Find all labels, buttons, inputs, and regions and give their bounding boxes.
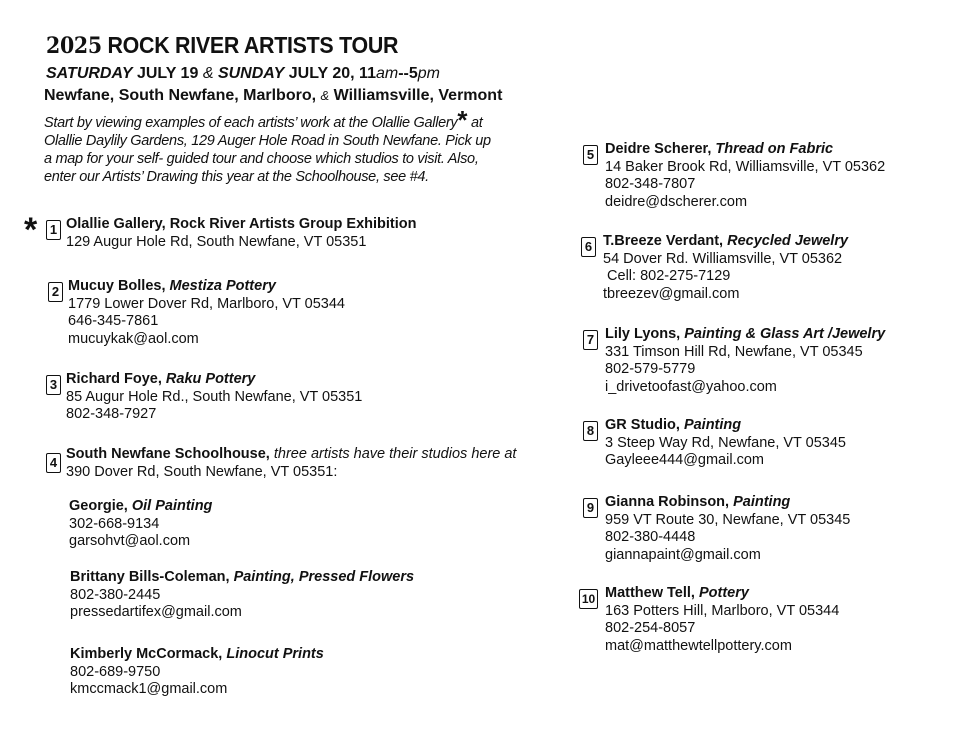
- stop-name: Deidre Scherer,: [605, 141, 716, 157]
- stop-phone: 646-345-7861: [68, 313, 159, 329]
- stop-number-badge: 2: [48, 282, 63, 302]
- intro-line-4: enter our Artists’ Drawing this year at the Schoolhouse, see #4.: [44, 169, 429, 185]
- intro-line-2: Olallie Daylily Gardens, 129 Auger Hole Road in South Newfane. Pick up: [44, 133, 491, 149]
- stop-email: mucuykak@aol.com: [68, 330, 199, 347]
- towns-middle: , South Newfane, Marlboro,: [109, 87, 321, 104]
- stop-name: Olallie Gallery, Rock River Artists Group Exhibition: [66, 216, 417, 232]
- stop-email: mat@matthewtellpottery.com: [605, 637, 792, 654]
- stop-phone: Cell: 802-275-7129: [603, 268, 731, 284]
- stop-medium: Thread on Fabric: [715, 141, 834, 157]
- stop-address: 14 Baker Brook Rd, Williamsville, VT 05362: [605, 158, 886, 175]
- stop-4: [46, 446, 516, 481]
- towns-end: Williamsville, Vermont: [329, 87, 503, 104]
- stop-medium: Recycled Jewelry: [727, 233, 849, 249]
- stop-number-badge: 1: [46, 220, 61, 240]
- stop-number-badge: 4: [46, 453, 61, 473]
- title-year: 2025: [46, 33, 102, 59]
- stop-medium: Painting & Glass Art /Jewelry: [684, 326, 886, 342]
- stop-medium: Raku Pottery: [165, 371, 256, 387]
- stop-9: [583, 494, 850, 564]
- tour-towns: [44, 87, 502, 105]
- asterisk-marker-icon: *: [24, 211, 38, 249]
- stop-email: deidre@dscherer.com: [605, 193, 748, 210]
- stop-address: 85 Augur Hole Rd., South Newfane, VT 05351: [66, 388, 363, 405]
- stop-number-badge: 3: [46, 375, 61, 395]
- stop-phone: 802-380-4448: [605, 529, 696, 545]
- artist-phone: 302-668-9134: [69, 515, 160, 532]
- schoolhouse-artist-2: [70, 569, 414, 622]
- stop-5: [583, 141, 885, 211]
- towns-amp: &: [320, 88, 330, 103]
- stop-address: 390 Dover Rd, South Newfane, VT 05351:: [66, 463, 338, 480]
- artist-phone: 802-380-2445: [70, 586, 161, 603]
- title-text: ROCK RIVER ARTISTS TOUR: [107, 32, 399, 58]
- schoolhouse-artist-1: [69, 498, 212, 551]
- stop-number-badge: 9: [583, 498, 598, 518]
- stop-2: [48, 278, 345, 348]
- stop-address: 3 Steep Way Rd, Newfane, VT 05345: [605, 434, 846, 451]
- artist-email: pressedartifex@gmail.com: [70, 604, 242, 620]
- stop-1: [46, 216, 417, 251]
- stop-10: [579, 585, 839, 655]
- stop-phone: 802-348-7807: [605, 176, 696, 192]
- stop-address: 163 Potters Hill, Marlboro, VT 05344: [605, 602, 840, 619]
- artist-email: kmccmack1@gmail.com: [70, 681, 228, 697]
- stop-name: Lily Lyons,: [605, 326, 685, 342]
- stop-name: T.Breeze Verdant,: [603, 233, 728, 249]
- stop-email: i_drivetoofast@yahoo.com: [605, 378, 777, 395]
- stop-address: 129 Augur Hole Rd, South Newfane, VT 05351: [66, 233, 367, 250]
- stop-medium: Mestiza Pottery: [169, 278, 276, 294]
- stop-medium: Painting: [683, 417, 742, 433]
- day2: SUNDAY: [217, 65, 285, 82]
- stop-phone: 802-348-7927: [66, 406, 157, 422]
- asterisk-icon: *: [457, 105, 468, 135]
- stop-email: tbreezev@gmail.com: [603, 285, 740, 302]
- stop-address: 1779 Lower Dover Rd, Marlboro, VT 05344: [68, 295, 345, 312]
- stop-name: South Newfane Schoolhouse,: [66, 446, 274, 462]
- artist-phone: 802-689-9750: [70, 663, 161, 680]
- day2-date: JULY 20,: [288, 65, 355, 82]
- start-hour: 11: [359, 65, 376, 82]
- stop-address: 959 VT Route 30, Newfane, VT 05345: [605, 511, 851, 528]
- intro-line-1: Start by viewing examples of each artists’ work at the Olallie Gallery* at: [44, 105, 483, 135]
- stop-address: 331 Timson Hill Rd, Newfane, VT 05345: [605, 343, 863, 360]
- start-unit: am: [375, 65, 399, 82]
- stop-email: Gayleee444@gmail.com: [605, 452, 764, 468]
- artist-email: garsohvt@aol.com: [69, 533, 191, 549]
- stop-name: Mucuy Bolles,: [68, 278, 170, 294]
- end-hour: 5: [408, 65, 418, 82]
- intro-paragraph: [44, 105, 544, 186]
- dates-amp: &: [202, 65, 214, 82]
- stop-name: Richard Foye,: [66, 371, 166, 387]
- artist-medium: Linocut Prints: [226, 646, 324, 662]
- artist-name: Kimberly McCormack,: [70, 646, 227, 662]
- town-1: Newfane: [44, 87, 110, 104]
- artist-name: Georgie,: [69, 498, 132, 514]
- day1: SATURDAY: [46, 65, 133, 82]
- stop-number-badge: 5: [583, 145, 598, 165]
- end-unit: pm: [417, 65, 440, 82]
- stop-address: 54 Dover Rd. Williamsville, VT 05362: [603, 250, 843, 267]
- stop-medium: Pottery: [699, 585, 749, 601]
- artist-medium: Oil Painting: [131, 498, 213, 514]
- stop-6: [581, 233, 848, 303]
- stop-number-badge: 7: [583, 330, 598, 350]
- artist-medium: Painting, Pressed Flowers: [233, 569, 415, 585]
- stop-email: giannapaint@gmail.com: [605, 546, 761, 563]
- stop-name: GR Studio,: [605, 417, 684, 433]
- schoolhouse-artist-3: [70, 646, 324, 699]
- stop-number-badge: 8: [583, 421, 598, 441]
- stop-number-badge: 6: [581, 237, 596, 257]
- artist-name: Brittany Bills-Coleman,: [70, 569, 234, 585]
- stop-phone: 802-579-5779: [605, 361, 696, 377]
- stop-8: [583, 417, 846, 470]
- page-title: [46, 32, 398, 59]
- stop-phone: 802-254-8057: [605, 620, 696, 636]
- day1-date: JULY 19: [136, 65, 199, 82]
- stop-3: [46, 371, 362, 424]
- stop-name: Gianna Robinson,: [605, 494, 734, 510]
- stop-number-badge: 10: [579, 589, 598, 609]
- stop-note: three artists have their studios here at: [273, 446, 517, 462]
- stop-medium: Painting: [733, 494, 791, 510]
- intro-line-3: a map for your self- guided tour and choose which studios to visit. Also,: [44, 151, 479, 167]
- stop-7: [583, 326, 885, 396]
- tour-dates: [46, 65, 440, 83]
- stop-name: Matthew Tell,: [605, 585, 699, 601]
- time-sep: --: [398, 65, 409, 82]
